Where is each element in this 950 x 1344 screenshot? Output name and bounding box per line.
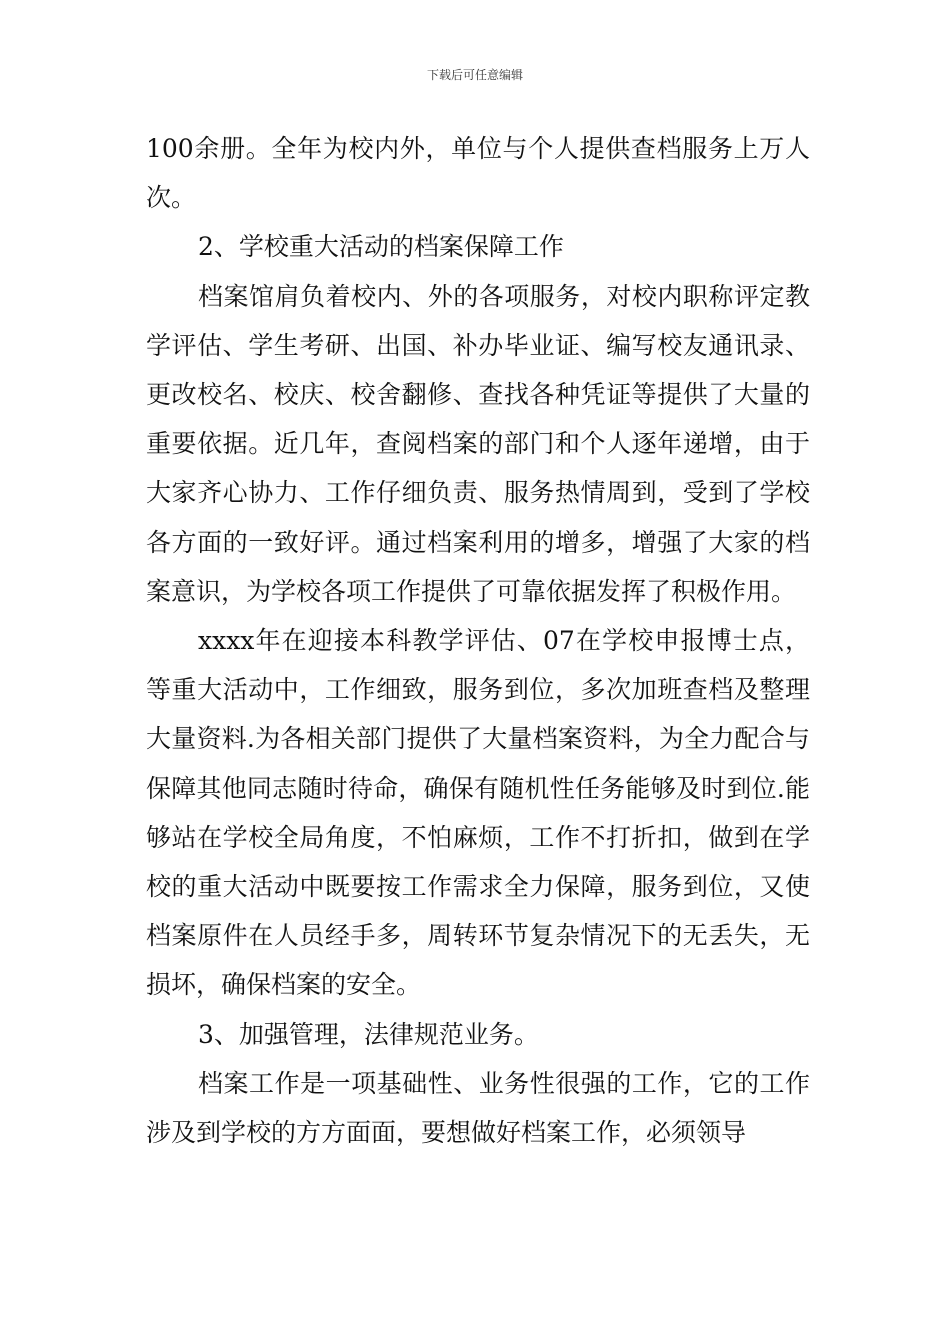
page-header-note: 下载后可任意编辑 bbox=[426, 68, 523, 82]
section-heading: 2、学校重大活动的档案保障工作 bbox=[198, 232, 564, 262]
section-heading: 3、加强管理，法律规范业务。 bbox=[198, 1019, 539, 1049]
paragraph: 档案馆肩负着校内、外的各项服务，对校内职称评定教学评估、学生考研、出国、补办毕业证、编写校友通讯录、更改校名、校庆、校舍翻修、查找各种凭证等提供了大量的重要依据。近几年，查阅档案的部门和个人逐年递增，由于大家齐心协力、工作仔细负责、服务热情周到，受到了学校各方面的一致好评。通过档案利用的增多，增强了大家的档案意识，为学校各项工作提供了可靠依据发挥了积极作用。 bbox=[146, 281, 810, 606]
paragraph: 档案工作是一项基础性、业务性很强的工作，它的工作涉及到学校的方方面面，要想做好档案工作，必须领导 bbox=[146, 1068, 810, 1148]
document-body bbox=[146, 124, 810, 1157]
paragraph: 100余册。全年为校内外，单位与个人提供查档服务上万人次。 bbox=[146, 134, 810, 213]
paragraph: xxxx年在迎接本科教学评估、07在学校申报博士点，等重大活动中，工作细致，服务到位，多次加班查档及整理大量资料.为各相关部门提供了大量档案资料，为全力配合与保障其他同志随时待命，确保有随机性任务能够及时到位.能够站在学校全局角度，不怕麻烦，工作不打折扣，做到在学校的重大活动中既要按工作需求全力保障，服务到位，又使档案原件在人员经手多，周转环节复杂情况下的无丢失，无损坏，确保档案的安全。 bbox=[146, 626, 810, 1000]
